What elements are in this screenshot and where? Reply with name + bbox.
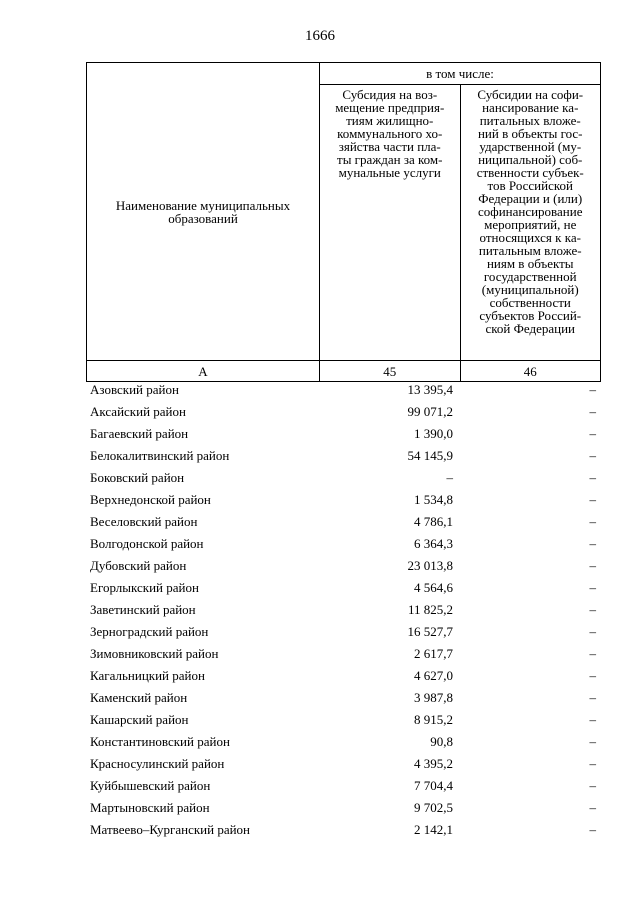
table-body bbox=[86, 379, 601, 841]
value-col45: 54 145,9 bbox=[407, 448, 453, 463]
col46-header bbox=[460, 85, 601, 361]
header-text-line: Субсидия на воз- bbox=[342, 87, 438, 102]
value-col45: 4 564,6 bbox=[414, 580, 453, 595]
header-text-line: субъектов Россий- bbox=[479, 308, 582, 323]
value-col45: 8 915,2 bbox=[414, 712, 453, 727]
value-col46: – bbox=[589, 756, 596, 771]
table-header bbox=[86, 62, 601, 382]
table-row bbox=[86, 533, 601, 555]
header-text-line: питальных вложе- bbox=[479, 113, 581, 128]
municipality-name: Аксайский район bbox=[90, 404, 186, 419]
header-text-line: ственности субъек- bbox=[476, 165, 584, 180]
table-row bbox=[86, 731, 601, 753]
value-col46: – bbox=[589, 536, 596, 551]
value-col46: – bbox=[589, 382, 596, 397]
municipality-name: Азовский район bbox=[90, 382, 179, 397]
column-number-45: 45 bbox=[320, 361, 461, 382]
column-number-46: 46 bbox=[460, 361, 601, 382]
municipality-name: Зимовниковский район bbox=[90, 646, 219, 661]
column-number-a: А bbox=[87, 361, 320, 382]
municipality-name: Волгодонской район bbox=[90, 536, 204, 551]
header-text-line: мещение предприя- bbox=[335, 100, 445, 115]
table-row bbox=[86, 709, 601, 731]
table-row bbox=[86, 423, 601, 445]
value-col45: 11 825,2 bbox=[407, 602, 453, 617]
table-row bbox=[86, 379, 601, 401]
col45-header bbox=[320, 85, 461, 361]
value-col46: – bbox=[589, 624, 596, 639]
municipality-name: Кагальницкий район bbox=[90, 668, 205, 683]
header-text-line: тиям жилищно- bbox=[346, 113, 434, 128]
header-text-line: ты граждан за ком- bbox=[337, 152, 443, 167]
value-col45: 2 142,1 bbox=[414, 822, 453, 837]
header-text-line: Федерации и (или) bbox=[478, 191, 583, 206]
table-row bbox=[86, 665, 601, 687]
value-col46: – bbox=[589, 646, 596, 661]
municipality-name: Константиновский район bbox=[90, 734, 230, 749]
group-header: в том числе: bbox=[320, 63, 601, 85]
value-col45: 2 617,7 bbox=[414, 646, 453, 661]
value-col46: – bbox=[589, 404, 596, 419]
value-col46: – bbox=[589, 470, 596, 485]
municipality-name: Егорлыкский район bbox=[90, 580, 199, 595]
col45-label bbox=[324, 88, 456, 179]
header-text-line: мероприятий, не bbox=[484, 217, 577, 232]
value-col45: 13 395,4 bbox=[407, 382, 453, 397]
table-row bbox=[86, 775, 601, 797]
value-col46: – bbox=[589, 734, 596, 749]
value-col45: 23 013,8 bbox=[407, 558, 453, 573]
value-col46: – bbox=[589, 492, 596, 507]
header-text-line: (муниципальной) bbox=[481, 282, 579, 297]
value-col45: 16 527,7 bbox=[407, 624, 453, 639]
header-text-line: государственной bbox=[483, 269, 577, 284]
value-col46: – bbox=[589, 580, 596, 595]
table-row bbox=[86, 753, 601, 775]
municipality-name: Мартыновский район bbox=[90, 800, 210, 815]
table-row bbox=[86, 401, 601, 423]
header-text-line: относящихся к ка- bbox=[479, 230, 581, 245]
municipality-name: Кашарский район bbox=[90, 712, 189, 727]
header-text-line: коммунального хо- bbox=[337, 126, 443, 141]
value-col45: 90,8 bbox=[430, 734, 453, 749]
municipality-name: Багаевский район bbox=[90, 426, 189, 441]
header-text-line: ской Федерации bbox=[485, 321, 576, 336]
value-col45: 7 704,4 bbox=[414, 778, 453, 793]
header-text-line: питальным вложе- bbox=[478, 243, 582, 258]
name-column-header bbox=[87, 63, 320, 361]
value-col45: 9 702,5 bbox=[414, 800, 453, 815]
municipality-name: Матвеево–Курганский район bbox=[90, 822, 251, 837]
value-col46: – bbox=[589, 822, 596, 837]
header-text-line: мунальные услуги bbox=[338, 165, 441, 180]
value-col45: 1 390,0 bbox=[414, 426, 453, 441]
table-row bbox=[86, 555, 601, 577]
value-col46: – bbox=[589, 800, 596, 815]
header-text-line: Субсидии на софи- bbox=[477, 87, 584, 102]
col46-label bbox=[465, 88, 597, 335]
header-text-line: нансирование ка- bbox=[482, 100, 579, 115]
table-row bbox=[86, 599, 601, 621]
municipality-name: Зерноградский район bbox=[90, 624, 209, 639]
table-row bbox=[86, 819, 601, 841]
value-col46: – bbox=[589, 602, 596, 617]
table-row bbox=[86, 489, 601, 511]
table-row bbox=[86, 467, 601, 489]
municipality-name: Веселовский район bbox=[90, 514, 198, 529]
value-col46: – bbox=[589, 426, 596, 441]
value-col46: – bbox=[589, 558, 596, 573]
municipality-name: Куйбышевский район bbox=[90, 778, 211, 793]
name-column-label: Наименование муниципальных образований bbox=[115, 197, 291, 226]
page-number: 1666 bbox=[305, 28, 335, 44]
table-row bbox=[86, 687, 601, 709]
table-row bbox=[86, 445, 601, 467]
value-col46: – bbox=[589, 690, 596, 705]
value-col45: – bbox=[446, 470, 453, 485]
value-col46: – bbox=[589, 778, 596, 793]
value-col45: 6 364,3 bbox=[414, 536, 453, 551]
header-text-line: ний в объекты гос- bbox=[477, 126, 583, 141]
header-text-line: собственности bbox=[489, 295, 571, 310]
municipality-name: Дубовский район bbox=[90, 558, 187, 573]
value-col45: 99 071,2 bbox=[407, 404, 453, 419]
table-row bbox=[86, 797, 601, 819]
value-col45: 3 987,8 bbox=[414, 690, 453, 705]
table-row bbox=[86, 511, 601, 533]
table-row bbox=[86, 577, 601, 599]
municipality-name: Каменский район bbox=[90, 690, 188, 705]
value-col46: – bbox=[589, 514, 596, 529]
value-col46: – bbox=[589, 448, 596, 463]
value-col46: – bbox=[589, 668, 596, 683]
municipality-name: Заветинский район bbox=[90, 602, 196, 617]
municipality-name: Верхнедонской район bbox=[90, 492, 211, 507]
municipality-name: Боковский район bbox=[90, 470, 185, 485]
value-col46: – bbox=[589, 712, 596, 727]
value-col45: 4 786,1 bbox=[414, 514, 453, 529]
value-col45: 1 534,8 bbox=[414, 492, 453, 507]
header-text-line: зяйства части пла- bbox=[338, 139, 441, 154]
value-col45: 4 627,0 bbox=[414, 668, 453, 683]
header-text-line: тов Российской bbox=[487, 178, 573, 193]
value-col45: 4 395,2 bbox=[414, 756, 453, 771]
municipality-name: Белокалитвинский район bbox=[90, 448, 230, 463]
header-text-line: ниям в объекты bbox=[486, 256, 574, 271]
header-text-line: ударственной (му- bbox=[479, 139, 582, 154]
table-row bbox=[86, 643, 601, 665]
header-text-line: софинансирование bbox=[478, 204, 583, 219]
municipality-name: Красносулинский район bbox=[90, 756, 225, 771]
table-row bbox=[86, 621, 601, 643]
header-text-line: ниципальной) соб- bbox=[478, 152, 583, 167]
